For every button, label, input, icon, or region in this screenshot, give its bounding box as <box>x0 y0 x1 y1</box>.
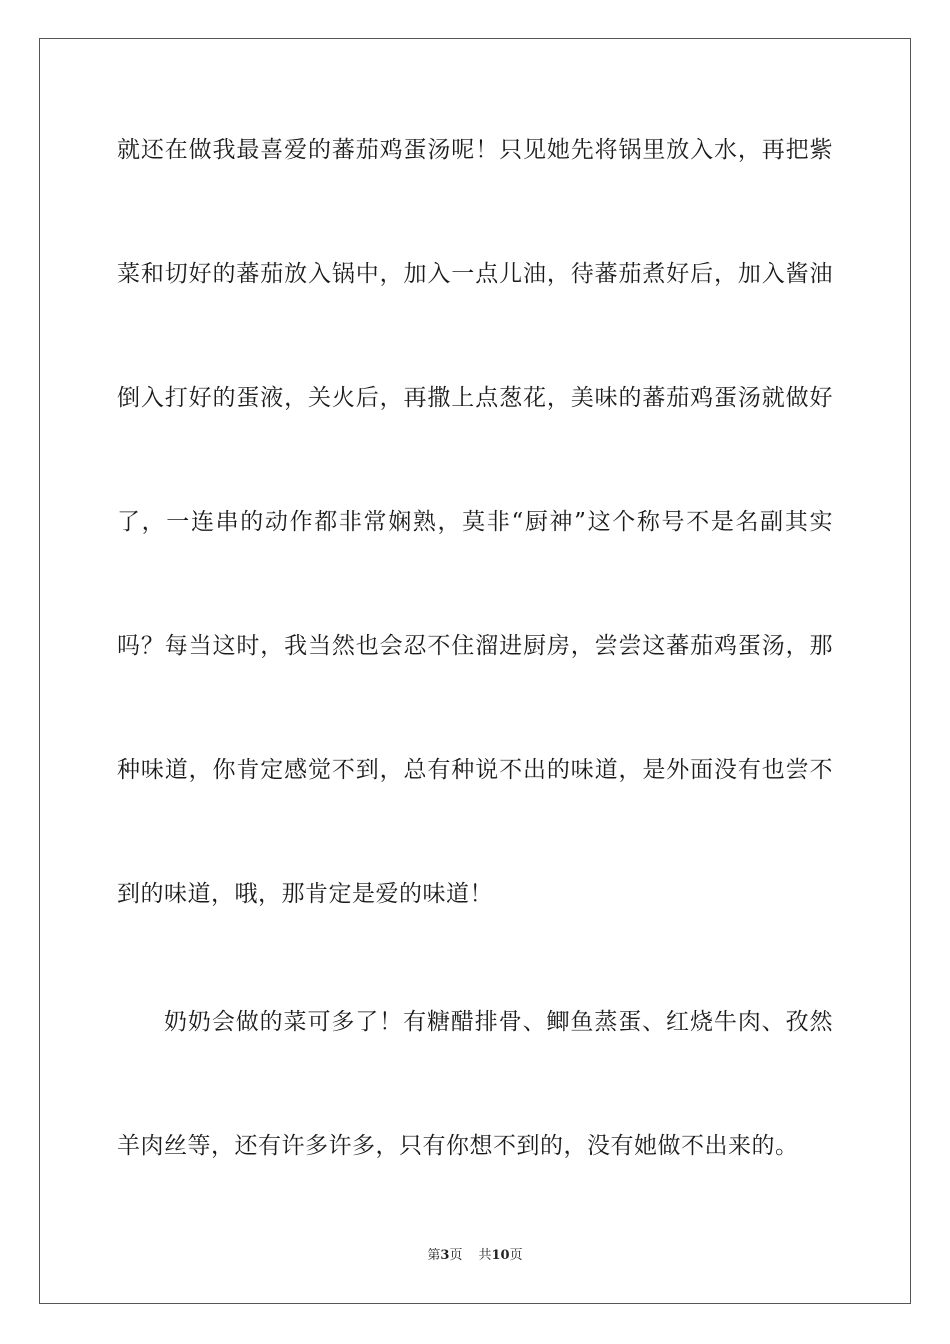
paragraph-line-indented: 奶奶会做的菜可多了！有糖醋排骨、鲫鱼蒸蛋、红烧牛肉、孜然 <box>164 1009 833 1035</box>
paragraph-line: 倒入打好的蛋液，关火后，再撒上点葱花，美味的蕃茄鸡蛋汤就做好 <box>117 385 833 411</box>
paragraph-line: 羊肉丝等，还有许多许多，只有你想不到的，没有她做不出来的。 <box>117 1133 799 1159</box>
page-border <box>39 38 911 1304</box>
total-suffix: 页 <box>509 1248 523 1263</box>
page-prefix: 第 <box>427 1248 441 1263</box>
paragraph-line: 就还在做我最喜爱的蕃茄鸡蛋汤呢！只见她先将锅里放入水，再把紫 <box>117 137 833 163</box>
total-prefix: 共 <box>478 1248 492 1263</box>
paragraph-line: 到的味道，哦，那肯定是爱的味道！ <box>117 881 493 907</box>
page-footer <box>0 1248 950 1264</box>
paragraph-line: 菜和切好的蕃茄放入锅中，加入一点儿油，待蕃茄煮好后，加入酱油 <box>117 261 833 287</box>
total-pages: 10 <box>491 1248 510 1263</box>
page-suffix: 页 <box>449 1248 463 1263</box>
page-number: 3 <box>440 1248 450 1263</box>
paragraph-line: 种味道，你肯定感觉不到，总有种说不出的味道，是外面没有也尝不 <box>117 757 833 783</box>
paragraph-line: 吗？每当这时，我当然也会忍不住溜进厨房，尝尝这蕃茄鸡蛋汤，那 <box>117 633 833 659</box>
paragraph-line: 了，一连串的动作都非常娴熟，莫非“厨神”这个称号不是名副其实 <box>117 509 833 535</box>
